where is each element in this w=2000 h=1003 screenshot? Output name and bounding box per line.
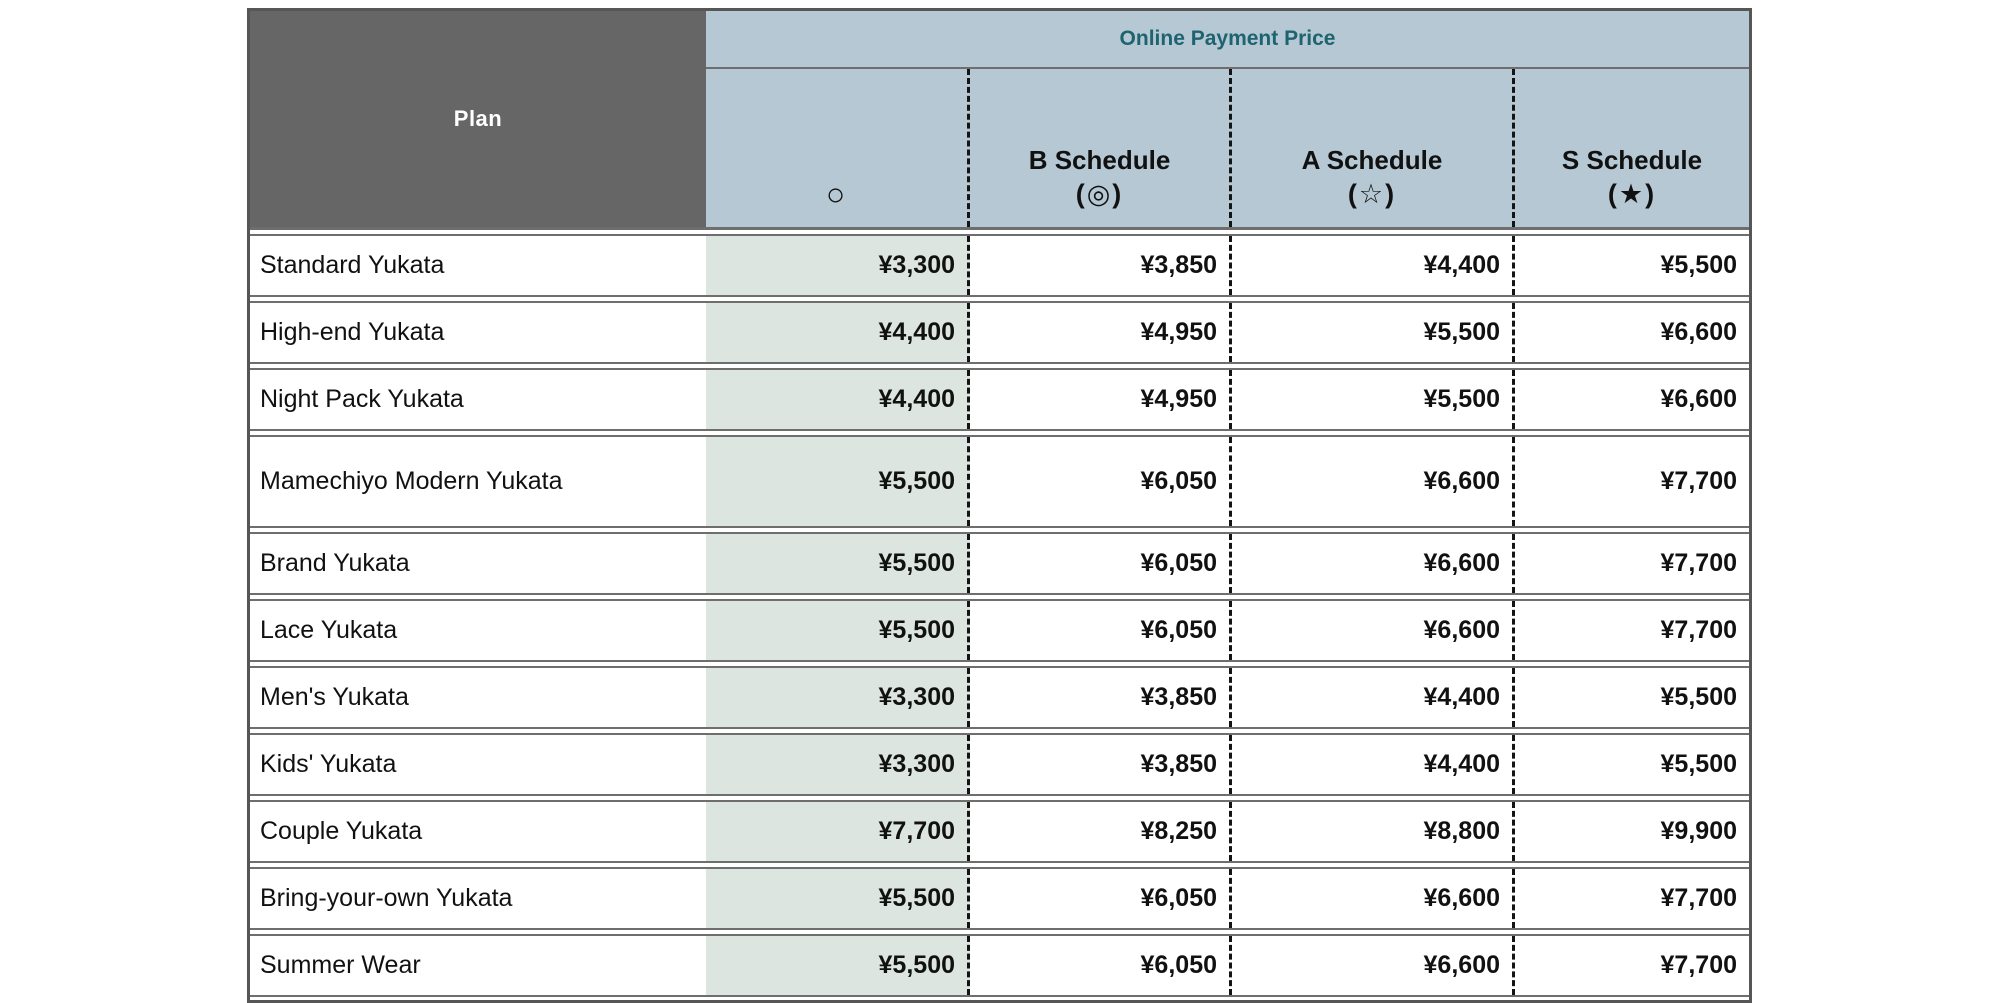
table-row xyxy=(250,800,1749,863)
pricing-table xyxy=(247,8,1752,1003)
price-cell-b: ¥8,250 xyxy=(970,802,1232,861)
price-cell-s: ¥5,500 xyxy=(1660,683,1737,711)
price-cell-a: ¥6,600 xyxy=(1232,437,1515,526)
price-cell-s: ¥7,700 xyxy=(1660,467,1737,495)
price-cell-a: ¥6,600 xyxy=(1232,869,1515,928)
price-cell-a: ¥5,500 xyxy=(1232,303,1515,362)
price-cell-base: ¥3,300 xyxy=(706,236,970,295)
schedule-subheader-row xyxy=(706,69,1749,227)
table-row xyxy=(250,599,1749,662)
price-cell-a: ¥6,600 xyxy=(1232,601,1515,660)
price-cell-s: ¥5,500 xyxy=(1660,251,1737,279)
price-cell-s: ¥7,700 xyxy=(1660,951,1737,979)
price-cell-a: ¥8,800 xyxy=(1232,802,1515,861)
price-cell-b: ¥6,050 xyxy=(970,534,1232,593)
price-cell-b: ¥6,050 xyxy=(970,936,1232,995)
price-cell-base: ¥5,500 xyxy=(706,601,970,660)
price-cell-a: ¥4,400 xyxy=(1232,668,1515,727)
price-cell-base: ¥5,500 xyxy=(706,534,970,593)
price-cell-s: ¥7,700 xyxy=(1660,616,1737,644)
column-header-s-schedule xyxy=(1515,69,1749,227)
black-star-icon: (★) xyxy=(1607,179,1657,209)
plan-cell: Men's Yukata xyxy=(260,683,409,711)
plan-header-label: Plan xyxy=(453,106,503,131)
price-cell-b: ¥4,950 xyxy=(970,370,1232,429)
online-payment-header-group xyxy=(706,11,1749,227)
bullseye-icon: (◎) xyxy=(1075,179,1124,209)
table-row xyxy=(250,867,1749,930)
price-cell-s: ¥7,700 xyxy=(1660,549,1737,577)
table-row xyxy=(250,666,1749,729)
column-label: A Schedule xyxy=(1301,145,1443,175)
table-row xyxy=(250,301,1749,364)
plan-cell: Summer Wear xyxy=(260,951,421,979)
price-cell-b: ¥6,050 xyxy=(970,601,1232,660)
column-header-b-schedule xyxy=(970,69,1232,227)
plan-cell: High-end Yukata xyxy=(260,318,445,346)
price-cell-a: ¥5,500 xyxy=(1232,370,1515,429)
price-cell-base: ¥5,500 xyxy=(706,437,970,526)
price-cell-a: ¥4,400 xyxy=(1232,735,1515,794)
price-cell-base: ¥4,400 xyxy=(706,370,970,429)
price-cell-base: ¥3,300 xyxy=(706,668,970,727)
online-payment-label: Online Payment Price xyxy=(1119,27,1336,50)
price-cell-b: ¥3,850 xyxy=(970,735,1232,794)
table-header xyxy=(250,11,1749,230)
plan-cell: Lace Yukata xyxy=(260,616,398,644)
price-cell-s: ¥6,600 xyxy=(1660,385,1737,413)
plan-cell: Standard Yukata xyxy=(260,251,445,279)
price-cell-a: ¥6,600 xyxy=(1232,534,1515,593)
column-label: B Schedule xyxy=(1028,145,1171,175)
white-star-icon: (☆) xyxy=(1347,179,1397,209)
price-cell-s: ¥5,500 xyxy=(1660,750,1737,778)
table-row xyxy=(250,435,1749,528)
price-cell-base: ¥5,500 xyxy=(706,936,970,995)
price-cell-a: ¥4,400 xyxy=(1232,236,1515,295)
plan-header-cell xyxy=(250,11,706,227)
price-cell-b: ¥6,050 xyxy=(970,437,1232,526)
price-cell-a: ¥6,600 xyxy=(1232,936,1515,995)
price-cell-s: ¥9,900 xyxy=(1660,817,1737,845)
column-header-base xyxy=(706,69,970,227)
plan-cell: Night Pack Yukata xyxy=(260,385,464,413)
price-cell-base: ¥3,300 xyxy=(706,735,970,794)
price-cell-b: ¥3,850 xyxy=(970,668,1232,727)
table-row xyxy=(250,733,1749,796)
table-row xyxy=(250,234,1749,297)
plan-cell: Kids' Yukata xyxy=(260,750,397,778)
plan-cell: Couple Yukata xyxy=(260,817,423,845)
online-payment-band xyxy=(706,11,1749,69)
plan-cell: Brand Yukata xyxy=(260,549,410,577)
column-header-a-schedule xyxy=(1232,69,1515,227)
column-label: S Schedule xyxy=(1561,145,1703,175)
plan-cell: Bring-your-own Yukata xyxy=(260,884,513,912)
price-cell-s: ¥6,600 xyxy=(1660,318,1737,346)
price-cell-base: ¥7,700 xyxy=(706,802,970,861)
price-cell-base: ¥5,500 xyxy=(706,869,970,928)
price-cell-b: ¥6,050 xyxy=(970,869,1232,928)
table-row xyxy=(250,368,1749,431)
table-row xyxy=(250,934,1749,997)
circle-icon: ○ xyxy=(825,176,848,212)
table-row xyxy=(250,532,1749,595)
price-cell-b: ¥3,850 xyxy=(970,236,1232,295)
plan-cell: Mamechiyo Modern Yukata xyxy=(260,467,563,495)
price-cell-s: ¥7,700 xyxy=(1660,884,1737,912)
price-cell-b: ¥4,950 xyxy=(970,303,1232,362)
price-cell-base: ¥4,400 xyxy=(706,303,970,362)
